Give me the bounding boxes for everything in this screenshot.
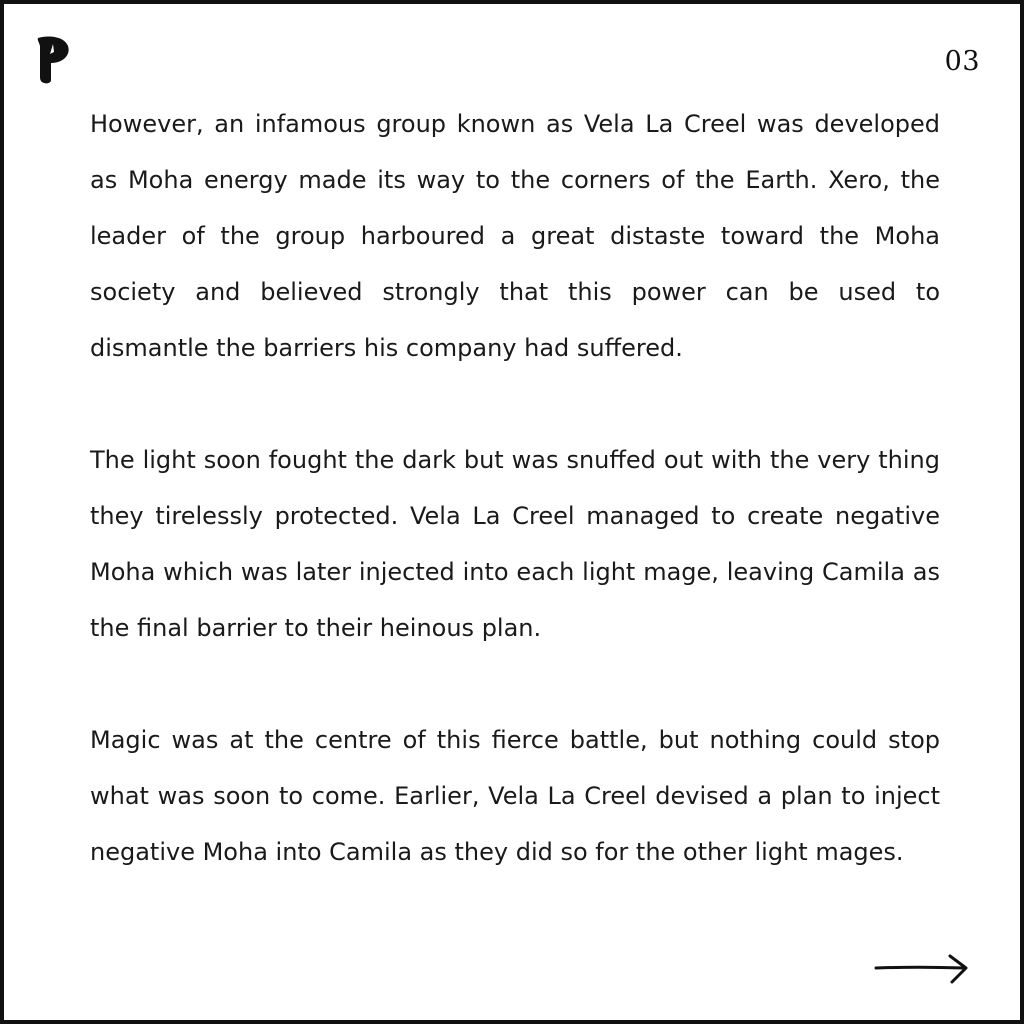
p-letter-logo-icon [32, 32, 72, 86]
story-paragraph-2: The light soon fought the dark but was snuffed out with the very thing they tirelessly protected. Vela La Creel managed to create negative Moha which was later injected into each light mage, leaving Camila as the final barrier to their heinous plan. [90, 446, 940, 642]
story-paragraph-3: Magic was at the centre of this fierce battle, but nothing could stop what was soon to come. Earlier, Vela La Creel devised a plan to inject negative Moha into Camila as they did so for the other light mages. [90, 726, 940, 866]
story-paragraph-1: However, an infamous group known as Vela La Creel was developed as Moha energy made its way to the corners of the Earth. Xero, the leader of the group harboured a great distaste toward the Moha society and believed strongly that this power can be used to dismantle the barriers his company had suffered. [90, 110, 940, 362]
right-arrow-icon[interactable] [872, 952, 972, 992]
story-body [90, 96, 940, 880]
page-number: 03 [944, 46, 980, 77]
